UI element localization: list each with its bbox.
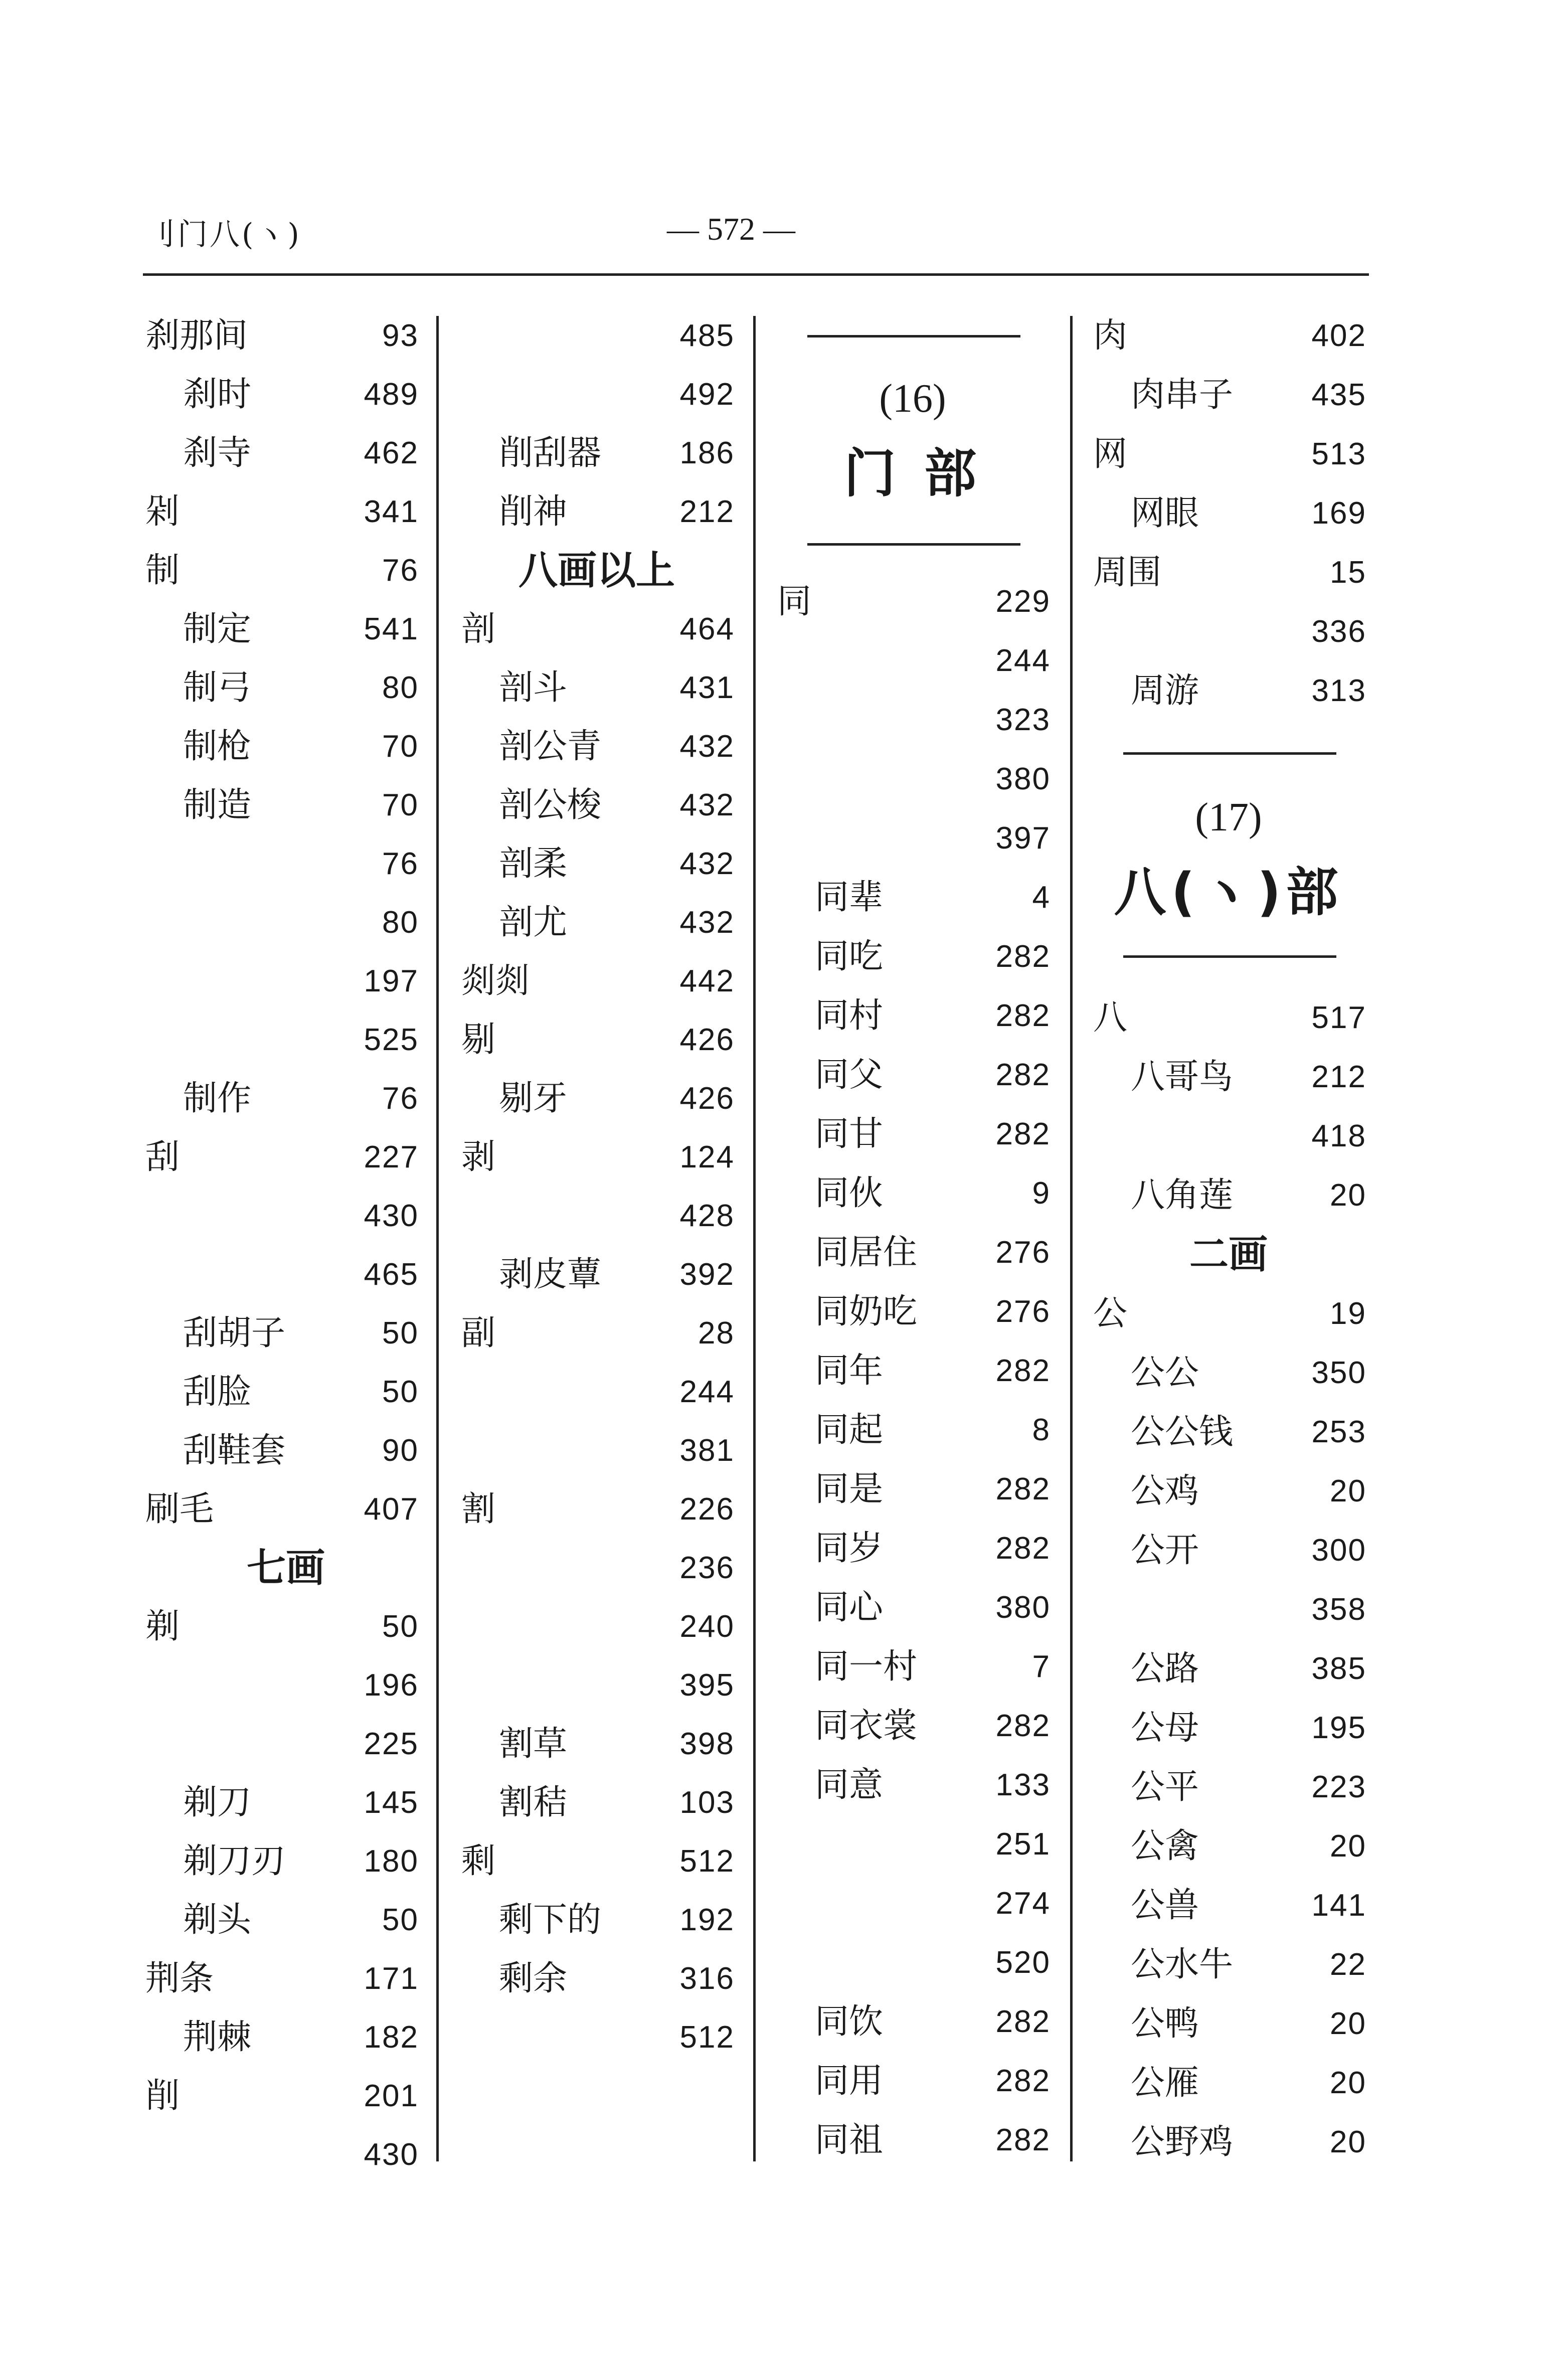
entry-page: 380: [995, 762, 1051, 796]
entry-term: 同村: [815, 996, 884, 1036]
entry-page: 276: [995, 1235, 1051, 1270]
entry-term: 剃刀: [183, 1783, 252, 1822]
entry-page: 381: [679, 1433, 735, 1468]
entry-term: 公: [1093, 1294, 1128, 1333]
section-number: (17): [1195, 795, 1262, 839]
entry-page: 316: [679, 1961, 735, 1996]
entry-term: 制造: [183, 785, 252, 825]
entry-page: 282: [995, 2123, 1051, 2157]
entry-term: 剡剡: [461, 961, 530, 1001]
entry-page: 20: [1330, 2006, 1366, 2041]
entry-page: 426: [679, 1023, 735, 1057]
entry-page: 282: [995, 1058, 1051, 1092]
entry-term: 周围: [1093, 553, 1162, 592]
entry-page: 313: [1311, 674, 1366, 708]
entry-term: 同岁: [815, 1529, 884, 1568]
entry-page: 244: [995, 643, 1051, 678]
section-title: 八(ヽ)部: [1114, 862, 1343, 923]
entry-page: 300: [1311, 1533, 1366, 1568]
entry-term: 刹寺: [183, 433, 252, 473]
entry-page: 19: [1330, 1296, 1366, 1331]
entry-page: 428: [679, 1199, 735, 1233]
entry-page: 282: [995, 2004, 1051, 2039]
entry-term: 剖柔: [499, 844, 568, 884]
section-number: (16): [879, 377, 946, 421]
entry-term: 剖公梭: [499, 785, 602, 825]
column-divider-3: [1070, 316, 1073, 2161]
entry-page: 282: [995, 998, 1051, 1033]
entry-page: 22: [1330, 1947, 1366, 1982]
entry-page: 492: [679, 377, 735, 412]
entry-term: 荆条: [145, 1959, 214, 1998]
entry-term: 制枪: [183, 727, 252, 766]
entry-page: 20: [1330, 1474, 1366, 1508]
entry-page: 50: [382, 1316, 419, 1351]
entry-term: 削刮器: [499, 433, 602, 473]
entry-term: 刮脸: [183, 1372, 252, 1412]
entry-term: 公开: [1131, 1531, 1199, 1570]
entry-term: 剖公青: [499, 727, 602, 766]
entry-page: 525: [364, 1023, 419, 1057]
entry-page: 274: [995, 1886, 1051, 1921]
entry-page: 276: [995, 1294, 1051, 1329]
entry-page: 398: [679, 1727, 735, 1761]
section-title: 门 部: [843, 443, 982, 504]
entry-page: 323: [995, 703, 1051, 737]
entry-term: 公雁: [1131, 2063, 1199, 2103]
entry-page: 20: [1330, 1829, 1366, 1864]
entry-term: 割秸: [499, 1783, 568, 1822]
entry-term: 八: [1093, 998, 1128, 1038]
entry-page: 4: [1032, 880, 1051, 915]
entry-page: 182: [364, 2020, 419, 2055]
entry-term: 同吃: [815, 937, 884, 976]
entry-page: 93: [382, 318, 419, 353]
entry-page: 8: [1032, 1413, 1051, 1447]
entry-term: 公公钱: [1131, 1412, 1234, 1452]
entry-page: 465: [364, 1257, 419, 1292]
entry-term: 同年: [815, 1351, 884, 1391]
entry-page: 435: [1311, 378, 1366, 412]
entry-term: 公鸭: [1131, 2004, 1199, 2044]
entry-page: 282: [995, 1117, 1051, 1151]
entry-page: 7: [1032, 1649, 1051, 1684]
entry-page: 430: [364, 1199, 419, 1233]
entry-term: 肉: [1093, 316, 1128, 356]
entry-term: 同饮: [815, 2002, 884, 2042]
entry-page: 402: [1311, 318, 1366, 353]
entry-term: 同甘: [815, 1114, 884, 1154]
column-divider-1: [436, 316, 439, 2161]
entry-term: 同祖: [815, 2120, 884, 2160]
entry-term: 同辈: [815, 878, 884, 917]
entry-term: 削神: [499, 492, 568, 532]
entry-page: 385: [1311, 1651, 1366, 1686]
entry-term: 肉串子: [1131, 375, 1234, 415]
entry-page: 76: [382, 847, 419, 881]
entry-page: 212: [679, 494, 735, 529]
entry-term: 公兽: [1131, 1886, 1199, 1925]
entry-term: 刹时: [183, 375, 252, 414]
entry-term: 公水牛: [1131, 1945, 1234, 1984]
entry-term: 副: [461, 1313, 496, 1353]
entry-term: 割: [461, 1489, 496, 1529]
entry-page: 485: [679, 318, 735, 353]
entry-page: 212: [1311, 1060, 1366, 1094]
entry-page: 358: [1311, 1592, 1366, 1627]
entry-page: 240: [679, 1609, 735, 1644]
entry-term: 同父: [815, 1055, 884, 1095]
entry-term: 剖: [461, 609, 496, 649]
index-entry: [0, 818, 1051, 859]
entry-page: 225: [364, 1727, 419, 1761]
entry-page: 350: [1311, 1356, 1366, 1390]
entry-page: 253: [1311, 1415, 1366, 1449]
section-rule: [1123, 752, 1336, 755]
entry-page: 513: [1311, 437, 1366, 471]
entry-term: 同伙: [815, 1173, 884, 1213]
stroke-subheading: 七画: [246, 1546, 325, 1591]
entry-term: 同用: [815, 2061, 884, 2101]
entry-page: 70: [382, 729, 419, 764]
entry-page: 432: [679, 847, 735, 881]
entry-page: 282: [995, 1531, 1051, 1566]
entry-term: 同奶吃: [815, 1292, 918, 1331]
entry-term: 剔牙: [499, 1079, 568, 1118]
entry-page: 432: [679, 729, 735, 764]
entry-term: 制定: [183, 609, 252, 649]
entry-page: 76: [382, 553, 419, 588]
entry-page: 197: [364, 964, 419, 998]
entry-term: 剃头: [183, 1900, 252, 1940]
entry-page: 28: [698, 1316, 735, 1351]
entry-page: 223: [1311, 1770, 1366, 1804]
entry-page: 50: [382, 1609, 419, 1644]
page-number: — 572 —: [667, 211, 795, 247]
entry-term: 公母: [1131, 1708, 1199, 1748]
running-head-radicals: 刂门八(ヽ): [145, 217, 301, 252]
entry-page: 90: [382, 1433, 419, 1468]
entry-term: 公路: [1131, 1649, 1199, 1689]
entry-page: 442: [679, 964, 735, 998]
entry-term: 同是: [815, 1469, 884, 1509]
entry-page: 192: [679, 1903, 735, 1937]
entry-page: 20: [1330, 1178, 1366, 1213]
entry-term: 刷毛: [145, 1489, 214, 1529]
entry-term: 八哥鸟: [1131, 1057, 1234, 1097]
index-entry: [0, 1233, 1051, 1273]
entry-page: 141: [1311, 1888, 1366, 1923]
entry-page: 196: [364, 1668, 419, 1703]
entry-page: 15: [1330, 555, 1366, 590]
entry-page: 432: [679, 905, 735, 940]
entry-page: 133: [995, 1768, 1051, 1802]
entry-page: 124: [679, 1140, 735, 1174]
entry-page: 512: [679, 2020, 735, 2055]
header-rule: [143, 273, 1369, 276]
entry-term: 割草: [499, 1724, 568, 1764]
entry-term: 同一村: [815, 1647, 918, 1687]
entry-page: 169: [1311, 496, 1366, 531]
entry-page: 236: [679, 1551, 735, 1585]
entry-page: 201: [364, 2079, 419, 2113]
entry-page: 229: [995, 584, 1051, 619]
entry-term: 剃刀刃: [183, 1841, 286, 1881]
entry-page: 251: [995, 1827, 1051, 1862]
entry-page: 50: [382, 1375, 419, 1409]
section-rule: [807, 335, 1020, 338]
entry-page: 70: [382, 788, 419, 822]
entry-term: 公野鸡: [1131, 2122, 1234, 2162]
entry-page: 517: [1311, 1000, 1366, 1035]
entry-term: 剔: [461, 1020, 496, 1060]
index-entry: [0, 759, 1051, 799]
entry-page: 186: [679, 436, 735, 470]
entry-term: 同: [777, 582, 812, 621]
entry-page: 380: [995, 1590, 1051, 1625]
entry-term: 公鸡: [1131, 1471, 1199, 1511]
entry-page: 282: [995, 2064, 1051, 2098]
entry-page: 520: [995, 1945, 1051, 1980]
entry-page: 227: [364, 1140, 419, 1174]
entry-page: 282: [995, 1354, 1051, 1388]
entry-page: 430: [364, 2137, 419, 2172]
entry-term: 刮鞋套: [183, 1431, 286, 1470]
column-divider-2: [753, 316, 756, 2161]
index-entry: [0, 937, 1051, 977]
entry-page: 392: [679, 1257, 735, 1292]
entry-term: 公平: [1131, 1767, 1199, 1807]
entry-term: 削: [145, 2076, 180, 2116]
entry-page: 171: [364, 1961, 419, 1996]
entry-term: 同意: [815, 1765, 884, 1805]
entry-term: 同起: [815, 1410, 884, 1450]
entry-term: 同居住: [815, 1233, 918, 1272]
entry-page: 20: [1330, 2125, 1366, 2159]
entry-term: 剥: [461, 1137, 496, 1177]
entry-page: 76: [382, 1081, 419, 1116]
entry-term: 公公: [1131, 1353, 1199, 1393]
entry-term: 剖尤: [499, 903, 568, 942]
entry-term: 制弓: [183, 668, 252, 708]
entry-page: 195: [1311, 1711, 1366, 1745]
entry-page: 103: [679, 1785, 735, 1820]
entry-page: 512: [679, 1844, 735, 1879]
entry-page: 431: [679, 670, 735, 705]
entry-term: 剩下的: [499, 1900, 602, 1940]
stroke-subheading: 二画: [1189, 1232, 1268, 1277]
entry-page: 180: [364, 1844, 419, 1879]
entry-term: 同衣裳: [815, 1706, 918, 1746]
entry-page: 426: [679, 1081, 735, 1116]
entry-page: 341: [364, 494, 419, 529]
entry-term: 剁: [145, 492, 180, 532]
entry-page: 489: [364, 377, 419, 412]
entry-term: 剩余: [499, 1959, 568, 1998]
entry-page: 336: [1311, 614, 1366, 649]
entry-term: 剖斗: [499, 668, 568, 708]
entry-term: 网: [1093, 434, 1128, 474]
entry-page: 464: [679, 612, 735, 646]
entry-page: 541: [364, 612, 419, 646]
entry-term: 剃: [145, 1607, 180, 1646]
entry-page: 244: [679, 1375, 735, 1409]
entry-term: 网眼: [1131, 493, 1199, 533]
entry-page: 282: [995, 939, 1051, 974]
entry-term: 剥皮蕈: [499, 1255, 602, 1294]
entry-page: 20: [1330, 2066, 1366, 2100]
entry-term: 制作: [183, 1079, 252, 1118]
section-rule: [1123, 955, 1336, 958]
entry-page: 462: [364, 436, 419, 470]
entry-term: 刮: [145, 1137, 180, 1177]
entry-page: 226: [679, 1492, 735, 1527]
entry-page: 395: [679, 1668, 735, 1703]
entry-term: 公禽: [1131, 1826, 1199, 1866]
section-rule: [807, 543, 1020, 546]
index-entry: [0, 878, 1051, 918]
entry-term: 八角莲: [1131, 1175, 1234, 1215]
entry-page: 432: [679, 788, 735, 822]
entry-page: 397: [995, 821, 1051, 856]
entry-page: 80: [382, 670, 419, 705]
entry-page: 418: [1311, 1119, 1366, 1153]
stroke-subheading: 八画以上: [518, 548, 675, 593]
entry-page: 9: [1032, 1176, 1051, 1211]
entry-page: 282: [995, 1472, 1051, 1506]
entry-page: 145: [364, 1785, 419, 1820]
entry-term: 剩: [461, 1841, 496, 1881]
entry-term: 制: [145, 551, 180, 590]
entry-page: 282: [995, 1709, 1051, 1743]
entry-term: 刹那间: [145, 316, 248, 356]
entry-page: 407: [364, 1492, 419, 1527]
entry-page: 50: [382, 1903, 419, 1937]
entry-term: 周游: [1131, 671, 1199, 711]
entry-term: 刮胡子: [183, 1313, 286, 1353]
entry-term: 同心: [815, 1588, 884, 1627]
entry-page: 80: [382, 905, 419, 940]
entry-term: 荆棘: [183, 2017, 252, 2057]
